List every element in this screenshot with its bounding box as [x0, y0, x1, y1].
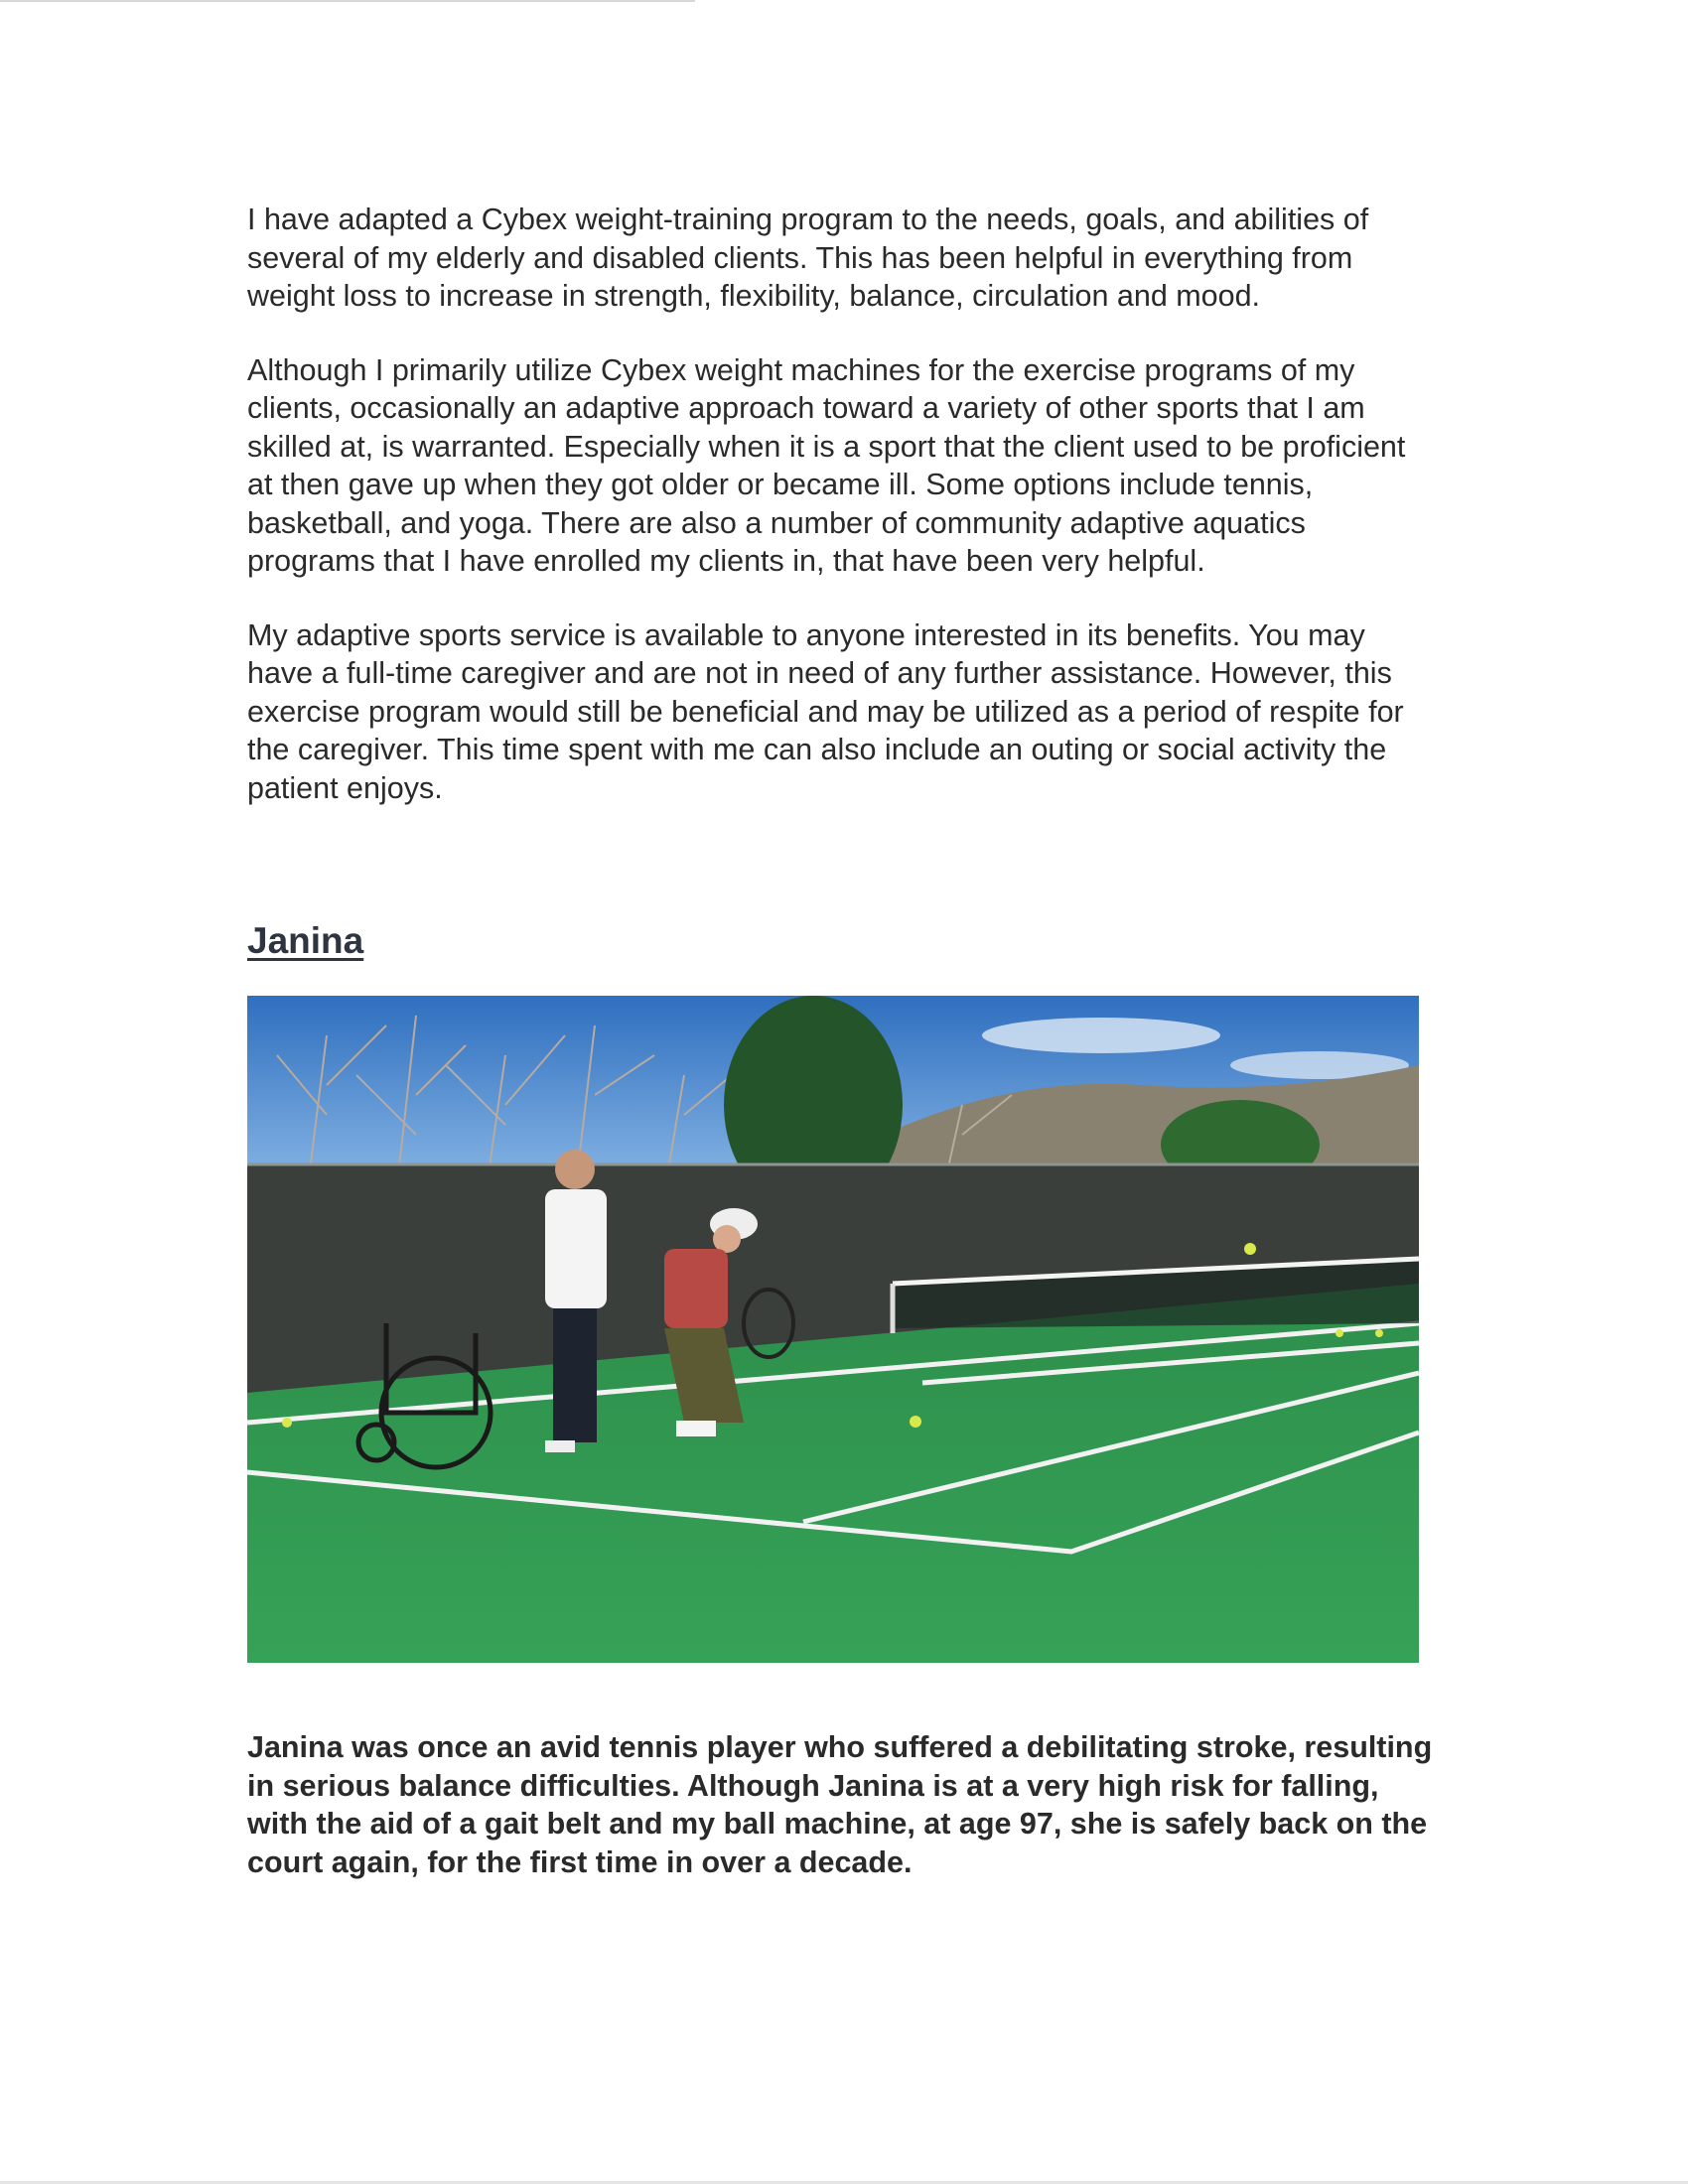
photo-caption: Janina was once an avid tennis player who suffered a debilitating stroke, resulting in serious balance difficulties. Although Janina is at a very high risk for falling, with the aid of a gait belt and my ball machine, at age 97, she is safely back on the court again, for the first time in over a decade. — [247, 1730, 1433, 1879]
body-text — [247, 201, 1439, 843]
paragraph-3: My adaptive sports service is available to anyone interested in its benefits. You may have a full-time caregiver and are not in need of any further assistance. However, this exercise program would still be beneficial and may be utilized as a period of respite for the caregiver. This time spent with me can also include an outing or social activity the patient enjoys. — [247, 617, 1404, 805]
cloud — [982, 1018, 1220, 1053]
paragraph-2: Although I primarily utilize Cybex weight machines for the exercise programs of my clients, occasionally an adaptive approach toward a variety of other sports that I am skilled at, is warranted. Especially when it is a sport that the client used to be proficient at then gave up when they got older or became ill. Some options include tennis, basketball, and yoga. There are also a number of community adaptive aquatics programs that I have enrolled my clients in, that have been very helpful. — [247, 352, 1406, 578]
paragraph-1: I have adapted a Cybex weight-training program to the needs, goals, and abilities of several of my elderly and disabled clients. This has been helpful in everything from weight loss to increase in strength, flexibility, balance, circulation and mood. — [247, 203, 1369, 313]
scan-edge-top — [0, 0, 695, 2]
tennis-court-photo — [247, 996, 1419, 1663]
section-heading: Janina — [247, 920, 364, 961]
